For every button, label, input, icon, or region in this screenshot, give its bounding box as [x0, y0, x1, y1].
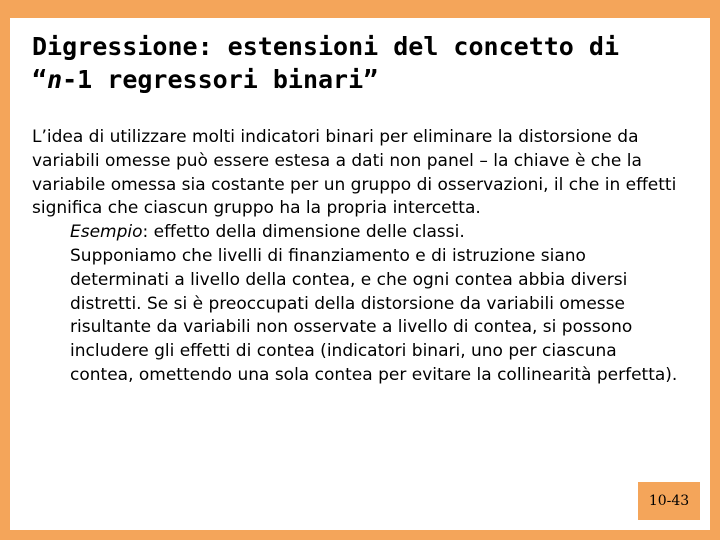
- intro-paragraph: L’idea di utilizzare molti indicatori binari per eliminare la distorsione da variabili omesse può essere estesa a dati non panel – la chiave è che la variabile omessa sia costante per un gruppo di osservazioni, il che in effetti significa che ciascun gruppo ha la propria intercetta.: [32, 127, 677, 219]
- detail-paragraph: Supponiamo che livelli di finanziamento e di istruzione siano determinati a livello della contea, e che ogni contea abbia diversi distretti. Se si è preoccupati della distorsione da variabili omesse risultante da variabili non osservate a livello di contea, si possono includere gli effetti di contea (indicatori binari, uno per ciascuna contea, omettendo una sola contea per evitare la collinearità perfetta).: [70, 245, 678, 385]
- page-number: 10-43: [648, 493, 690, 509]
- title-open-quote: “: [32, 65, 48, 94]
- example-label: Esempio: [70, 222, 143, 243]
- slide: [10, 18, 710, 530]
- example-paragraph: [32, 221, 682, 245]
- slide-title: [32, 30, 692, 96]
- page-number-badge: [638, 482, 700, 520]
- slide-body: [32, 126, 682, 388]
- example-text: : effetto della dimensione delle classi.: [142, 222, 465, 243]
- title-line-2-rest: -1 regressori binari”: [62, 65, 379, 94]
- title-line-1: Digressione: estensioni del concetto di: [32, 32, 619, 61]
- title-variable-n: n: [47, 65, 63, 94]
- title-line-2: [32, 63, 692, 96]
